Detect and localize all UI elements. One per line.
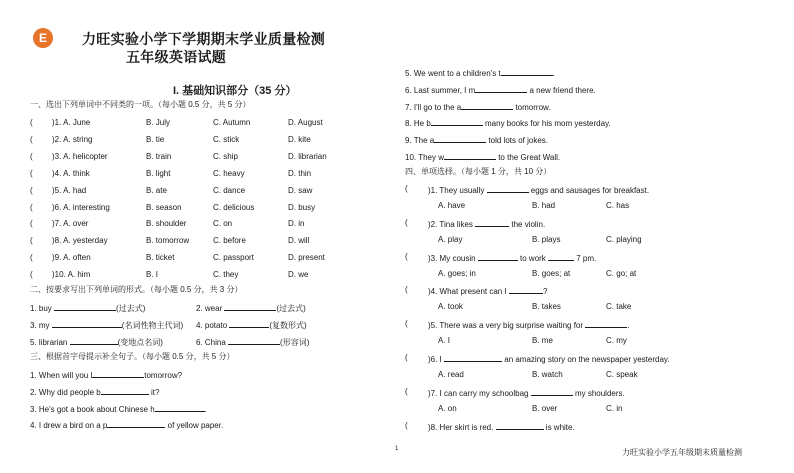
option-a: )7. A. over xyxy=(52,219,89,229)
answer-paren[interactable]: ( xyxy=(30,151,33,161)
text-span: 6. Last summer, I m xyxy=(405,86,476,95)
text-span: my shoulders. xyxy=(572,388,625,398)
text-span: 1. buy xyxy=(30,304,52,313)
option-b: B. ate xyxy=(146,185,167,195)
mc-option-c[interactable]: C. playing xyxy=(606,234,642,244)
text-span: a new friend there. xyxy=(527,86,596,95)
sentence-completion xyxy=(30,369,182,381)
answer-paren[interactable]: ( xyxy=(30,236,33,246)
option-c: C. delicious xyxy=(213,202,255,212)
footer-text: 力旺实验小学五年级期末质量检测 xyxy=(622,448,742,457)
mc-option-a[interactable]: A. have xyxy=(438,201,466,210)
option-a: )6. A. interesting xyxy=(52,202,110,212)
option-d: D. we xyxy=(288,270,309,280)
mc-option-c[interactable]: C. has xyxy=(606,201,630,210)
text-span: 1. When will you l xyxy=(30,371,93,380)
sentence-completion xyxy=(405,151,560,163)
text-span: . xyxy=(204,405,207,414)
text-span: 6. China xyxy=(196,338,226,347)
text-span: (形容词) xyxy=(280,338,310,347)
text-span: (名词性物主代词) xyxy=(121,321,184,330)
e-logo-icon: E xyxy=(33,28,53,48)
option-d: D. saw xyxy=(288,185,313,195)
mc-option-b[interactable]: B. takes xyxy=(532,302,561,312)
option-d: D. kite xyxy=(288,134,311,144)
school-title: 力旺实验小学下学期期末学业质量检测 xyxy=(82,31,326,47)
text-span: )2. Tina likes xyxy=(428,219,476,229)
answer-blank[interactable] xyxy=(224,302,276,311)
section4-heading: 四、单项选择。（每小题 1 分，共 10 分） xyxy=(405,167,552,176)
answer-paren[interactable]: ( xyxy=(405,285,408,295)
text-span: an amazing story on the newspaper yesterday. xyxy=(502,355,670,364)
text-span: many books for his mom yesterday. xyxy=(482,119,611,128)
sentence-completion xyxy=(30,403,207,415)
sentence-completion xyxy=(405,67,555,79)
option-c: C. heavy xyxy=(213,168,245,178)
sentence-completion xyxy=(30,386,159,398)
mc-option-a[interactable]: A. goes; in xyxy=(438,268,476,278)
fill-in-row-left xyxy=(30,319,183,331)
mc-option-b[interactable]: B. over xyxy=(532,403,558,413)
text-span: eggs and sausages for breakfast. xyxy=(528,186,650,195)
option-d: D. present xyxy=(288,253,325,263)
option-d: D. August xyxy=(288,118,323,127)
answer-blank[interactable] xyxy=(431,117,483,126)
answer-blank[interactable] xyxy=(461,101,513,110)
fill-in-row-right xyxy=(196,319,307,331)
answer-blank[interactable] xyxy=(107,419,165,428)
text-span: the violin. xyxy=(509,219,546,229)
sentence-completion xyxy=(405,134,548,146)
text-span: )3. My cousin xyxy=(428,253,478,263)
text-span: 2. Why did people b xyxy=(30,388,101,397)
answer-paren[interactable]: ( xyxy=(405,386,408,396)
option-b: B. season xyxy=(146,202,182,212)
text-span: to the Great Wall. xyxy=(495,153,561,162)
answer-paren[interactable]: ( xyxy=(30,219,33,229)
text-span: 8. He b xyxy=(405,119,431,128)
answer-blank[interactable] xyxy=(444,151,496,160)
answer-paren[interactable]: ( xyxy=(30,202,33,212)
option-c: C. before xyxy=(213,236,246,246)
text-span: )1. They usually xyxy=(428,186,487,195)
option-d: D. thin xyxy=(288,168,312,178)
text-span: (复数形式) xyxy=(269,321,307,330)
mc-option-c[interactable]: C. take xyxy=(606,302,632,312)
section1-heading: 一、选出下列单词中不同类的一项。（每小题 0.5 分，共 5 分） xyxy=(30,100,251,109)
option-a: )9. A. often xyxy=(52,253,91,263)
fill-in-row-left xyxy=(30,336,163,348)
text-span: . xyxy=(627,321,630,331)
option-c: C. dance xyxy=(213,185,246,195)
mc-option-a[interactable]: A. I xyxy=(438,336,451,346)
answer-blank[interactable] xyxy=(92,369,144,378)
answer-blank[interactable] xyxy=(70,336,118,345)
option-a: )4. A. think xyxy=(52,168,90,178)
answer-paren[interactable]: ( xyxy=(30,185,33,195)
exam-subtitle: 五年级英语试题 xyxy=(126,49,227,65)
text-span: 7. I'll go to the a xyxy=(405,103,462,112)
answer-blank[interactable] xyxy=(501,67,553,76)
answer-paren[interactable]: ( xyxy=(405,353,408,362)
answer-blank[interactable] xyxy=(585,319,630,331)
answer-paren[interactable]: ( xyxy=(30,253,33,263)
text-span: (变地点名词) xyxy=(117,338,163,347)
fill-in-row-right xyxy=(196,302,306,314)
answer-blank[interactable] xyxy=(54,302,116,311)
answer-paren[interactable]: ( xyxy=(30,134,33,144)
mc-question xyxy=(428,218,545,230)
answer-paren[interactable]: ( xyxy=(30,168,33,178)
text-span: (过去式) xyxy=(276,304,306,313)
option-c: C. stick xyxy=(213,134,240,144)
option-b: B. train xyxy=(146,151,172,161)
text-span: is white. xyxy=(543,422,575,432)
mc-question xyxy=(428,252,596,264)
answer-blank[interactable] xyxy=(478,252,518,261)
fill-in-row-right xyxy=(196,336,309,348)
text-span: ? xyxy=(542,287,548,297)
text-span: 4. potato xyxy=(196,321,228,330)
mc-question xyxy=(428,387,625,399)
answer-blank[interactable] xyxy=(509,285,543,294)
answer-paren[interactable]: ( xyxy=(405,251,408,261)
option-d: D. busy xyxy=(288,202,316,212)
text-span: 2. wear xyxy=(196,304,223,313)
text-span: 4. I drew a bird on a p xyxy=(30,421,108,430)
text-span: )5. There was a very big surprise waiting for xyxy=(428,321,586,331)
answer-blank[interactable] xyxy=(548,252,574,261)
sentence-completion xyxy=(405,101,551,113)
option-a: )10. A. him xyxy=(52,270,91,280)
text-span: 9. The a xyxy=(405,136,435,145)
answer-blank[interactable] xyxy=(531,387,573,396)
option-c: C. passport xyxy=(213,253,254,263)
mc-option-c[interactable]: C. go; at xyxy=(606,268,637,278)
answer-blank[interactable] xyxy=(434,134,486,143)
sentence-completion xyxy=(30,419,223,431)
answer-blank[interactable] xyxy=(155,403,205,412)
text-span: )7. I can carry my schoolbag xyxy=(428,388,531,398)
text-span: )4. What present can I xyxy=(428,287,509,297)
answer-blank[interactable] xyxy=(101,386,149,395)
text-span: to work xyxy=(517,253,549,263)
option-b: B. July xyxy=(146,118,171,127)
option-b: B. I xyxy=(146,270,159,280)
answer-paren[interactable]: ( xyxy=(405,319,408,329)
text-span: 3. He's got a book about Chinese h xyxy=(30,405,155,414)
answer-blank[interactable] xyxy=(52,319,122,328)
answer-blank[interactable] xyxy=(444,353,502,362)
text-span: . xyxy=(552,69,555,78)
option-a: )1. A. June xyxy=(52,118,91,127)
part-title: I. 基础知识部分（35 分） xyxy=(173,85,297,97)
option-c: C. ship xyxy=(213,151,238,161)
answer-blank[interactable] xyxy=(475,84,527,93)
mc-option-a[interactable]: A. play xyxy=(438,234,463,244)
text-span: (过去式) xyxy=(116,304,146,313)
answer-paren[interactable]: ( xyxy=(405,184,408,193)
mc-question xyxy=(428,184,649,196)
option-c: C. they xyxy=(213,270,239,280)
mc-option-b[interactable]: B. goes; at xyxy=(532,268,571,278)
fill-in-row-left xyxy=(30,302,145,314)
section2-heading: 二、按要求写出下列单词的形式。（每小题 0.5 分，共 3 分） xyxy=(30,285,243,294)
option-b: B. ticket xyxy=(146,253,175,263)
text-span: told lots of jokes. xyxy=(486,136,549,145)
text-span: )6. I xyxy=(428,355,445,364)
option-a: )8. A. yesterday xyxy=(52,236,108,246)
answer-blank[interactable] xyxy=(228,336,280,345)
mc-option-b[interactable]: B. me xyxy=(532,336,553,346)
text-span: tomorrow. xyxy=(513,103,551,112)
mc-option-c[interactable]: C. speak xyxy=(606,370,638,379)
answer-paren[interactable]: ( xyxy=(30,118,33,127)
mc-option-a[interactable]: A. on xyxy=(438,403,457,413)
mc-option-b[interactable]: B. watch xyxy=(532,370,563,379)
answer-paren[interactable]: ( xyxy=(405,420,408,430)
option-d: D. will xyxy=(288,236,310,246)
text-span: tomorrow? xyxy=(144,371,183,380)
text-span: 7 pm. xyxy=(574,253,597,263)
mc-option-a[interactable]: A. took xyxy=(438,302,463,312)
mc-question xyxy=(428,285,547,297)
text-span: of yellow paper. xyxy=(165,421,224,430)
answer-blank[interactable] xyxy=(496,421,544,430)
mc-question xyxy=(428,421,575,433)
text-span: it? xyxy=(148,388,160,397)
mc-question xyxy=(428,319,629,331)
mc-option-c[interactable]: C. my xyxy=(606,336,627,346)
option-c: C. on xyxy=(213,219,233,229)
mc-question xyxy=(428,353,670,365)
option-b: B. tie xyxy=(146,134,165,144)
option-b: B. tomorrow xyxy=(146,236,190,246)
answer-blank[interactable] xyxy=(229,319,269,328)
answer-blank[interactable] xyxy=(475,218,509,227)
option-b: B. light xyxy=(146,168,171,178)
option-a: )3. A. helicopter xyxy=(52,151,108,161)
mc-option-c[interactable]: C. in xyxy=(606,403,623,413)
mc-option-b[interactable]: B. plays xyxy=(532,234,561,244)
sentence-completion xyxy=(405,117,611,129)
option-d: D. librarian xyxy=(288,151,327,161)
text-span: 3. my xyxy=(30,321,50,330)
option-a: )2. A. string xyxy=(52,134,93,144)
answer-blank[interactable] xyxy=(487,184,529,193)
option-b: B. shoulder xyxy=(146,219,187,229)
section3-heading: 三、根据首字母提示补全句子。（每小题 0.5 分，共 5 分） xyxy=(30,352,235,361)
answer-paren[interactable]: ( xyxy=(405,217,408,227)
option-d: D. in xyxy=(288,219,305,229)
text-span: 10. They w xyxy=(405,153,444,162)
text-span: )8. Her skirt is red. xyxy=(428,422,496,432)
mc-option-b[interactable]: B. had xyxy=(532,201,556,210)
sentence-completion xyxy=(405,84,596,96)
page-number: 1 xyxy=(395,446,399,452)
answer-paren[interactable]: ( xyxy=(30,270,33,280)
mc-option-a[interactable]: A. read xyxy=(438,370,464,379)
option-a: )5. A. had xyxy=(52,185,87,195)
option-c: C. Autumn xyxy=(213,118,251,127)
text-span: 5. We went to a children's t xyxy=(405,69,501,78)
text-span: 5. librarian xyxy=(30,338,68,347)
